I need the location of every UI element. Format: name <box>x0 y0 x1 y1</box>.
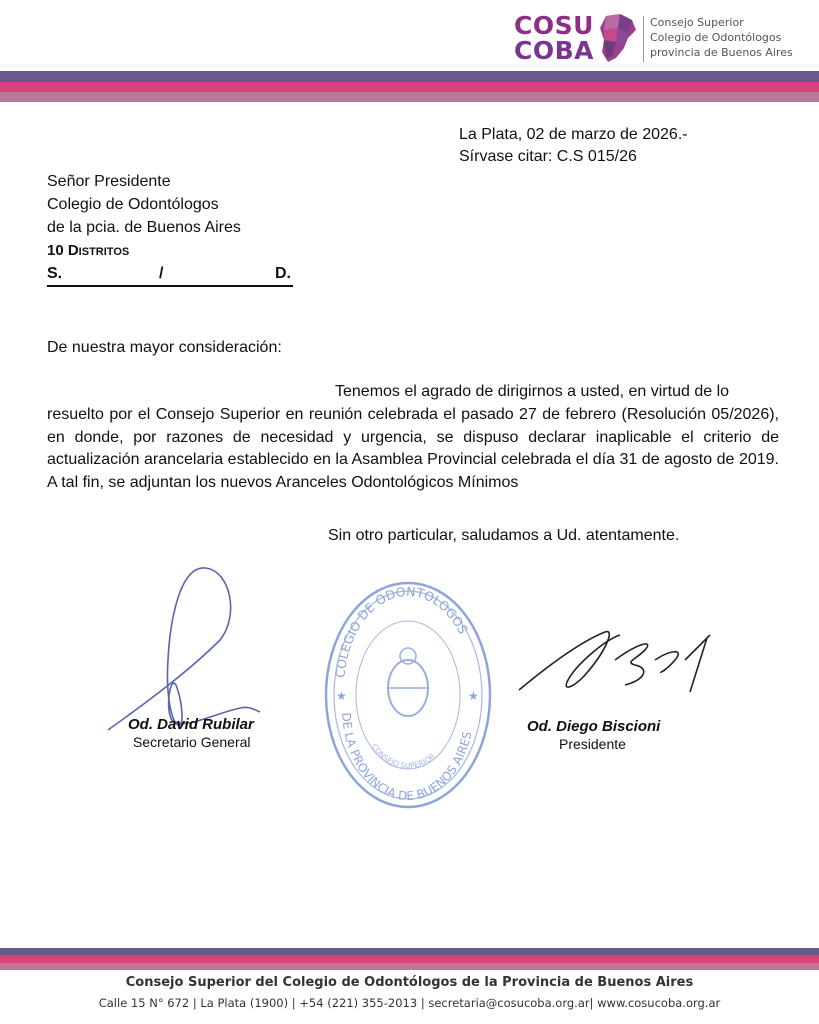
official-seal-icon <box>322 578 494 812</box>
reference-number: Sírvase citar: C.S 015/26 <box>459 148 637 165</box>
signature-role-rubilar: Secretario General <box>133 734 251 750</box>
body-first-line: Tenemos el agrado de dirigirnos a usted, en virtud de lo <box>335 383 730 400</box>
org-line-3: provincia de Buenos Aires <box>650 46 793 59</box>
org-line-1: Consejo Superior <box>650 16 744 29</box>
svg-text:DE LA PROVINCIA DE BUENOS AIRE: DE LA PROVINCIA DE BUENOS AIRES <box>339 712 475 804</box>
footer-stripe-purple <box>0 948 819 955</box>
header-stripe-pink <box>0 82 819 92</box>
svg-text:★: ★ <box>336 689 347 703</box>
footer-title: Consejo Superior del Colegio de Odontólogos de la Provincia de Buenos Aires <box>125 975 694 990</box>
signature-biscioni-icon <box>515 620 715 700</box>
svg-text:CONSEJO SUPERIOR: CONSEJO SUPERIOR <box>369 742 437 771</box>
recipient-line-2: Colegio de Odontólogos <box>47 196 219 213</box>
svg-text:★: ★ <box>468 689 479 703</box>
header-stripe-mauve <box>0 92 819 102</box>
place-date: La Plata, 02 de marzo de 2026.- <box>459 126 688 143</box>
recipient-districts: 10 Distritos <box>47 242 130 259</box>
svg-text:COLEGIO DE ODONTOLOGOS: COLEGIO DE ODONTOLOGOS <box>332 583 471 679</box>
recipient-line-3: de la pcia. de Buenos Aires <box>47 219 241 236</box>
footer-stripe-pink <box>0 955 819 963</box>
sd-left: S. <box>47 265 63 282</box>
logo-text-line2: COBA <box>514 36 595 65</box>
closing: Sin otro particular, saludamos a Ud. atentamente. <box>328 527 680 544</box>
signature-role-biscioni: Presidente <box>559 736 626 752</box>
signature-rubilar-icon <box>100 560 300 740</box>
footer-stripe-mauve <box>0 963 819 970</box>
signature-name-biscioni: Od. Diego Biscioni <box>527 718 661 735</box>
sd-line <box>47 263 293 287</box>
sd-right: D. <box>275 265 291 282</box>
header-stripe-purple <box>0 71 819 82</box>
body-paragraph: resuelto por el Consejo Superior en reunión celebrada el pasado 27 de febrero (Resolución 05/2026), en donde, por razones de necesidad y urgencia, se dispuso declarar inaplicable el criterio de actualización arancelaria establecido en la Asamblea Provincial celebrada el día 31 de agosto de 2019. A tal fin, se adjuntan los nuevos Aranceles Odontológicos Mínimos <box>47 406 779 491</box>
recipient-line-1: Señor Presidente <box>47 173 171 190</box>
sd-slash: / <box>159 265 164 282</box>
footer-contact: Calle 15 N° 672 | La Plata (1900) | +54 (221) 355-2013 | secretaria@cosucoba.org.ar| www.cosucoba.org.ar <box>98 996 721 1010</box>
signature-name-rubilar: Od. David Rubilar <box>128 716 254 733</box>
salutation: De nuestra mayor consideración: <box>47 339 282 356</box>
logo-text-line1: COSU <box>514 11 594 40</box>
org-line-2: Colegio de Odontólogos <box>650 31 782 44</box>
province-map-logo-icon <box>598 12 638 64</box>
logo-divider <box>643 16 644 62</box>
